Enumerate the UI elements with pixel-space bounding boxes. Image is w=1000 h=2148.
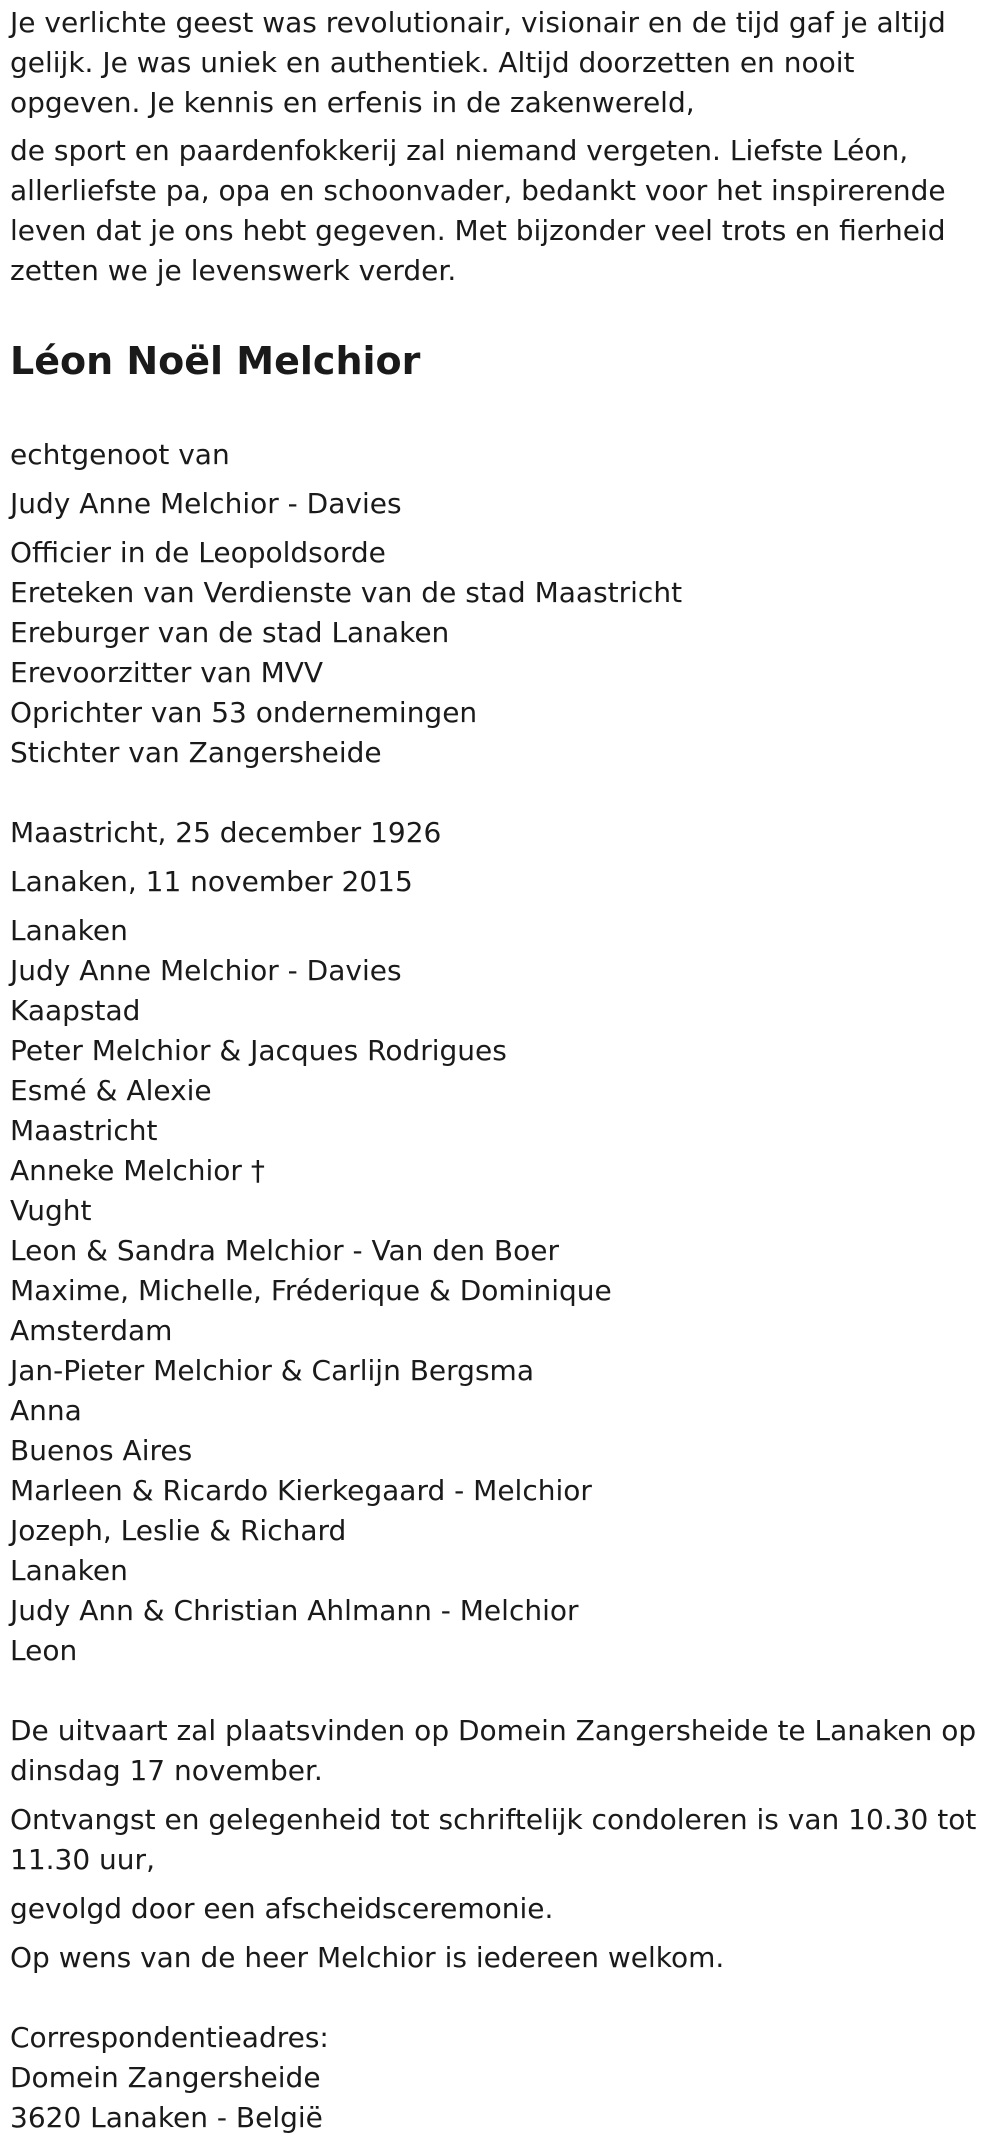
family-line: Peter Melchior & Jacques Rodrigues	[10, 1034, 507, 1067]
family-line: Lanaken	[10, 914, 128, 947]
family-list	[10, 911, 990, 1671]
title-item: Officier in de Leopoldsorde	[10, 536, 386, 569]
reception-details: Ontvangst en gelegenheid tot schriftelijk condoleren is van 10.30 tot 11.30 uur,	[10, 1803, 977, 1876]
family-line: Judy Anne Melchior - Davies	[10, 954, 402, 987]
family-line: Jozeph, Leslie & Richard	[10, 1514, 347, 1547]
family-line: Anna	[10, 1394, 82, 1427]
death-place-date: Lanaken, 11 november 2015	[10, 865, 413, 898]
family-line: Marleen & Ricardo Kierkegaard - Melchior	[10, 1474, 592, 1507]
spouse-name: Judy Anne Melchior - Davies	[10, 487, 402, 520]
intro-paragraph-1: Je verlichte geest was revolutionair, visionair en de tijd gaf je altijd gelijk. Je was uniek en authentiek. Altijd doorzetten en nooit opgeven. Je kennis en erfenis in de zakenwereld,	[10, 6, 946, 119]
address-line: Domein Zangersheide	[10, 2061, 321, 2094]
family-line: Leon & Sandra Melchior - Van den Boer	[10, 1234, 560, 1267]
family-line: Judy Ann & Christian Ahlmann - Melchior	[10, 1594, 579, 1627]
title-item: Stichter van Zangersheide	[10, 736, 382, 769]
spouse-label: echtgenoot van	[10, 438, 230, 471]
birth-place-date: Maastricht, 25 december 1926	[10, 816, 442, 849]
honorary-titles	[10, 533, 990, 773]
title-item: Ereburger van de stad Lanaken	[10, 616, 450, 649]
intro-paragraph-2: de sport en paardenfokkerij zal niemand vergeten. Liefste Léon, allerliefste pa, opa en schoonvader, bedankt voor het inspirerende leven dat je ons hebt gegeven. Met bijzonder veel trots en fierheid zetten we je levenswerk verder.	[10, 134, 946, 287]
family-line: Anneke Melchior †	[10, 1154, 265, 1187]
family-line: Maastricht	[10, 1114, 158, 1147]
family-line: Jan-Pieter Melchior & Carlijn Bergsma	[10, 1354, 534, 1387]
family-line: Amsterdam	[10, 1314, 173, 1347]
funeral-details: De uitvaart zal plaatsvinden op Domein Zangersheide te Lanaken op dinsdag 17 november.	[10, 1714, 977, 1787]
family-line: Vught	[10, 1194, 92, 1227]
family-line: Maxime, Michelle, Fréderique & Dominique	[10, 1274, 612, 1307]
obituary-page	[0, 3, 1000, 2148]
intro-text	[10, 3, 990, 291]
welcome-note: Op wens van de heer Melchior is iedereen welkom.	[10, 1941, 725, 1974]
title-item: Ereteken van Verdienste van de stad Maastricht	[10, 576, 683, 609]
family-line: Buenos Aires	[10, 1434, 193, 1467]
family-line: Lanaken	[10, 1554, 128, 1587]
ceremony-details: gevolgd door een afscheidsceremonie.	[10, 1892, 554, 1925]
family-line: Leon	[10, 1634, 78, 1667]
family-line: Kaapstad	[10, 994, 141, 1027]
title-item: Erevoorzitter van MVV	[10, 656, 324, 689]
family-line: Esmé & Alexie	[10, 1074, 212, 1107]
correspondence-address	[10, 2018, 990, 2138]
title-item: Oprichter van 53 ondernemingen	[10, 696, 478, 729]
correspondence-label: Correspondentieadres:	[10, 2021, 329, 2054]
address-line: 3620 Lanaken - België	[10, 2101, 323, 2134]
deceased-name: Léon Noël Melchior	[10, 339, 421, 383]
